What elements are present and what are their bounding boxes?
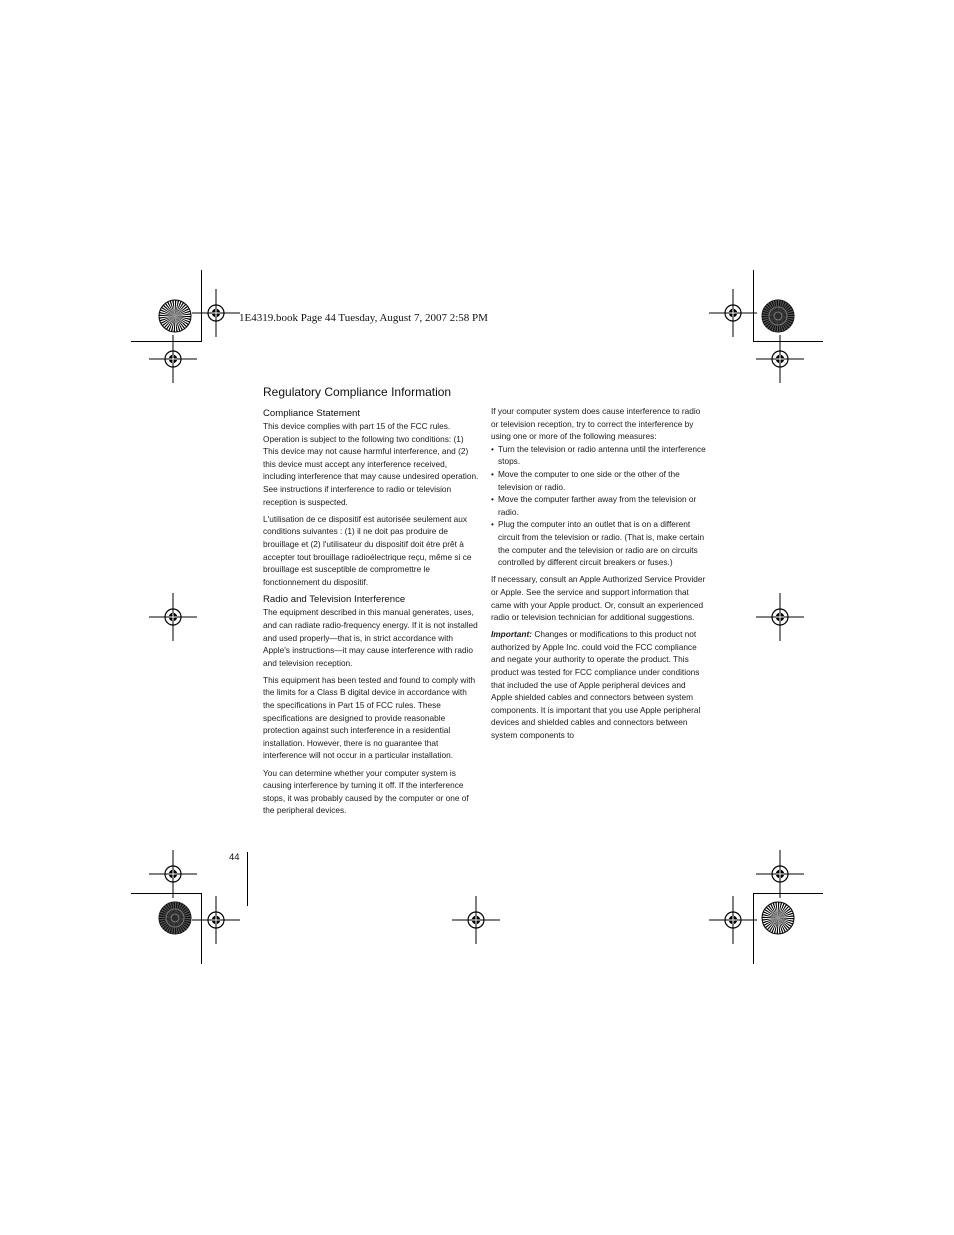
registration-mark [709,289,757,337]
important-text: Changes or modifications to this product not authorized by Apple Inc. could void the FCC compliance and negate your authority to operate the product. This product was tested for FCC compliance under conditions that included the use of Apple peripheral devices and Apple shielded cables and connectors between system components. It is important that you use Apple peripheral devices and shielded cables and connectors between system components to [491,629,701,741]
left-column [263,385,479,822]
radio-paragraph: The equipment described in this manual generates, uses, and can radiate radio-frequency energy. If it is not installed and used properly—that is, in strict accordance with Apple's instructions—it may cause interference with radio and television reception. [263,607,478,668]
registration-mark [452,896,500,944]
star-target [159,902,191,934]
page-number: 44 [229,852,240,863]
important-label: Important: [491,629,533,640]
page-title: Regulatory Compliance Information [263,385,452,399]
registration-mark [192,896,240,944]
compliance-heading: Compliance Statement [263,408,361,419]
list-item: • Turn the television or radio antenna until the interference stops. [491,443,707,468]
radio-paragraph: This equipment has been tested and found to comply with the limits for a Class B digital device in accordance with the specifications in Part 15 of FCC rules. These specifications are designed to provide reasonable protection against such interference in a residential installation. However, there is no guarantee that interference will not occur in a particular installation. [263,674,476,761]
registration-mark [192,289,240,337]
list-item: • Move the computer to one side or the other of the television or radio. [491,468,707,493]
list-item: • Plug the computer into an outlet that is on a different circuit from the television or radio. (That is, make certain the computer and the television or radio are on circuits controlled by different circuit breakers or fuses.) [491,518,707,568]
registration-mark [756,593,804,641]
consult-paragraph: If necessary, consult an Apple Authorized Service Provider or Apple. See the service and support information that came with your Apple product. Or, consult an experienced radio or television technician for additional suggestions. [491,574,706,623]
interference-intro: If your computer system does cause interference to radio or television reception, try to correct the interference by using one or more of the following measures: [491,406,701,442]
radio-paragraph: You can determine whether your computer system is causing interference by turning it off. If the interference stops, it was probably caused by the computer or one of the peripheral devices. [263,767,469,816]
registration-mark [149,593,197,641]
compliance-paragraph-french: L'utilisation de ce dispositif est autorisée seulement aux conditions suivantes : (1) il ne doit pas produire de brouillage et (2) l'utilisateur du dispositif doit étre prêt à accepter tout brouillage radioélectrique reçu, même si ce brouillage est susceptible de compromettre le fonctionnement du dispositif. [263,513,472,587]
measures-list [491,443,707,569]
registration-mark [149,335,197,383]
list-item: • Move the computer farther away from the television or radio. [491,493,707,518]
star-target [762,300,794,332]
compliance-paragraph: This device complies with part 15 of the FCC rules. Operation is subject to the following two conditions: (1) This device may not cause harmful interference, and (2) this device must accept any interference received, including interference that may cause undesired operation. See instructions if interference to radio or television reception is suspected. [263,421,479,507]
important-paragraph [491,628,707,741]
registration-mark [149,850,197,898]
registration-mark [756,335,804,383]
radio-tv-heading: Radio and Television Interference [263,594,406,606]
file-slug: 1E4319.book Page 44 Tuesday, August 7, 2007 2:58 PM [239,312,488,324]
star-target [159,300,191,332]
right-column [491,405,707,746]
registration-mark [709,896,757,944]
registration-mark [756,850,804,898]
star-target [762,902,794,934]
